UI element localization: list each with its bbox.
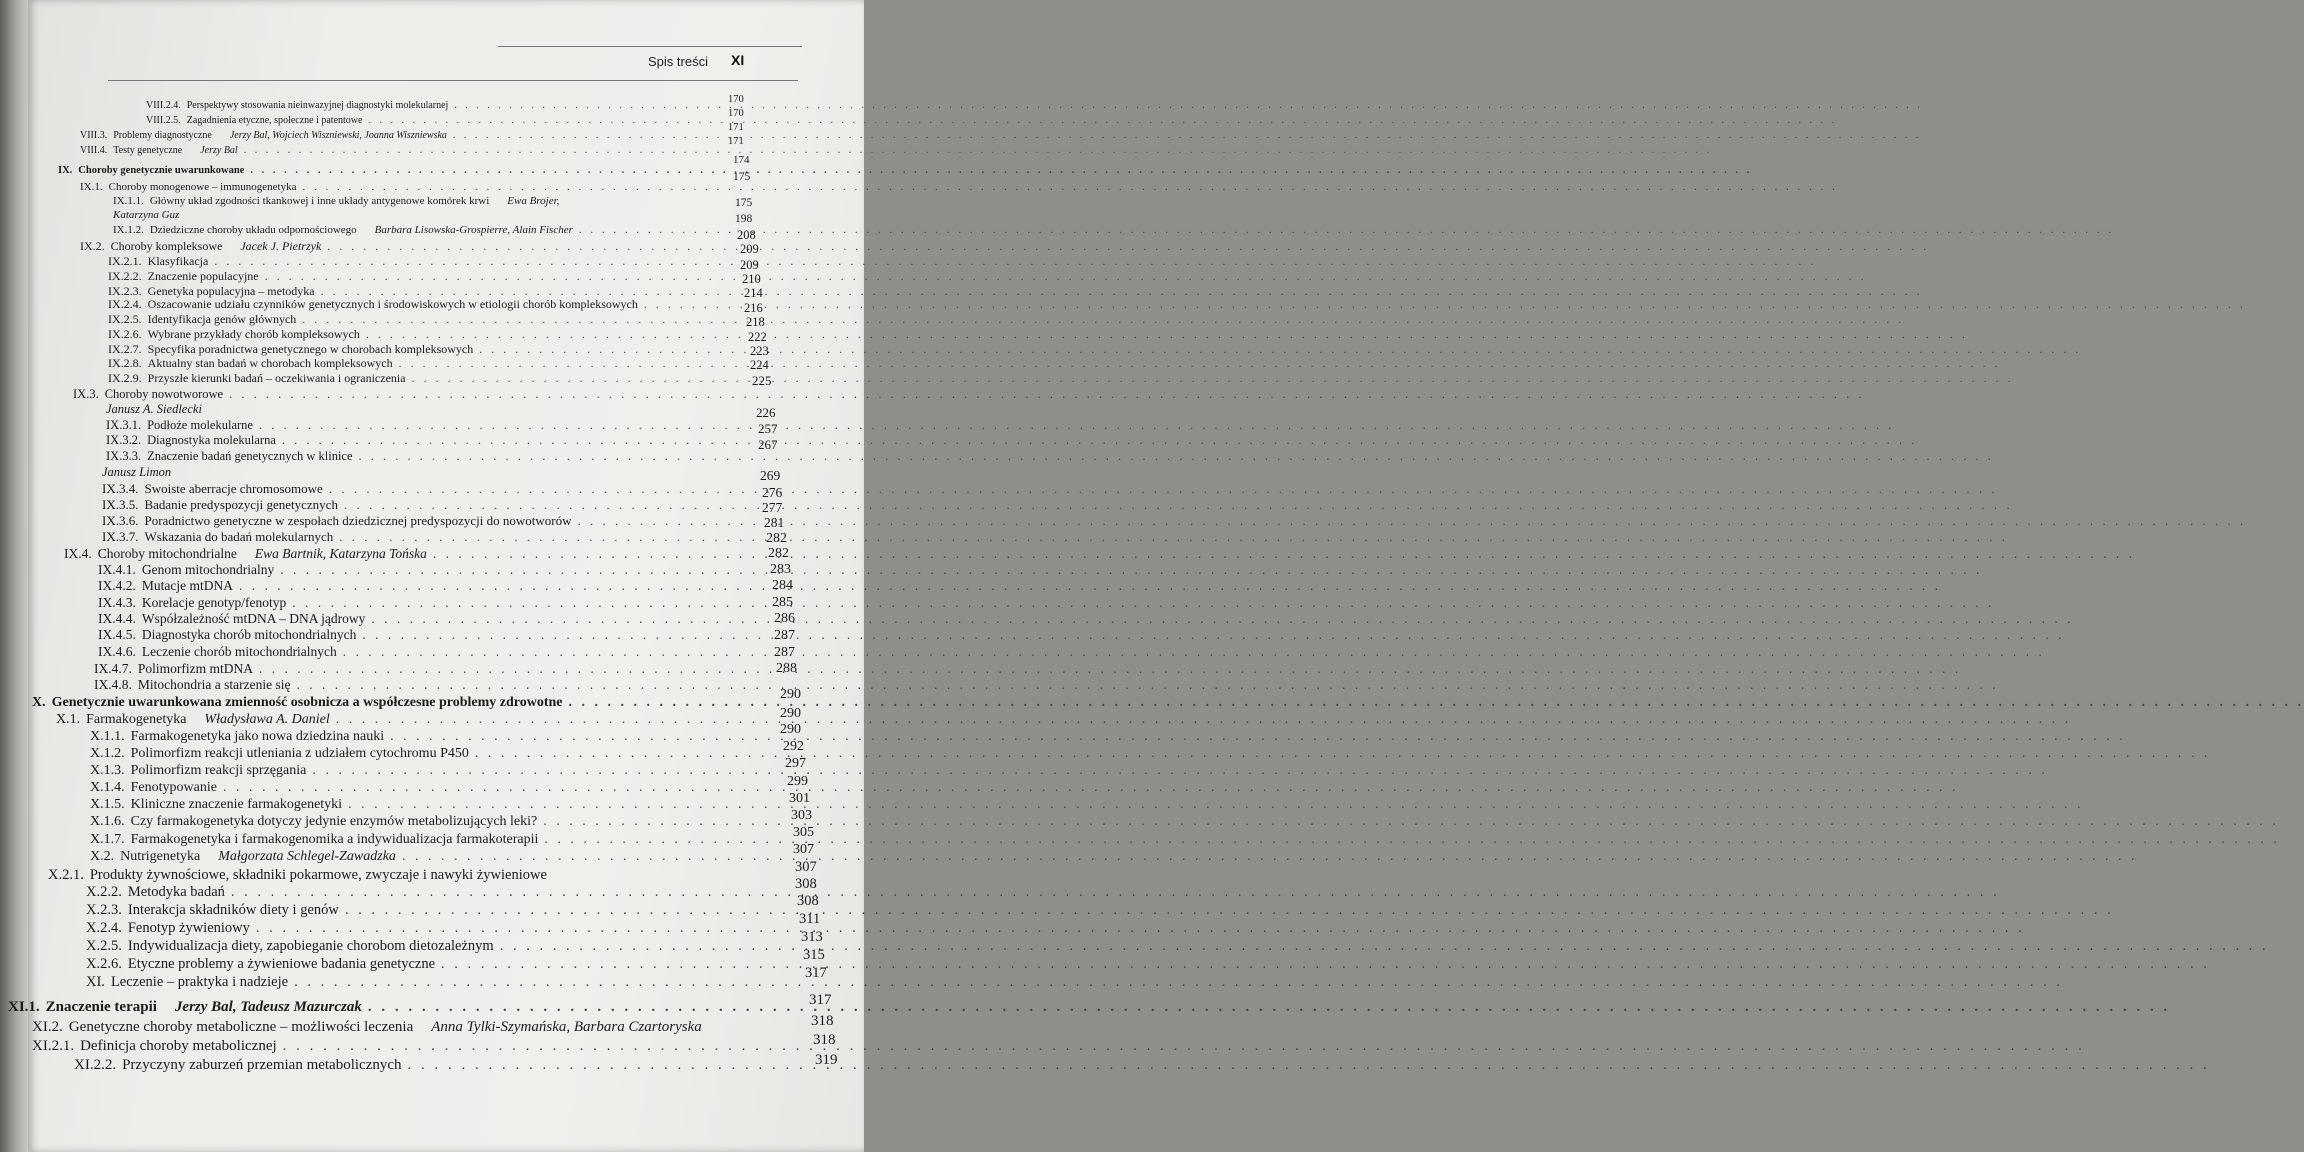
toc-entry-title: Nutrigenetyka [120, 849, 201, 864]
toc-entry-number: IX.2.7. [108, 342, 142, 356]
toc-entry-number: IX.4.2. [98, 578, 136, 593]
toc-entry-number: X.2.4. [86, 920, 122, 936]
toc-entry-number: IX.4.3. [98, 595, 136, 610]
toc-entry-title: Klasyfikacja [147, 254, 209, 268]
toc-leader-dots [339, 530, 2008, 543]
toc-entry-title: Znaczenie badań genetycznych w klinice [147, 449, 353, 463]
toc-entry-number: XI.2.1. [32, 1038, 75, 1054]
toc-entry [86, 939, 784, 954]
toc-entry-author: Anna Tylki-Szymańska, Barbara Czartoryska [431, 1019, 702, 1035]
toc-entry-title: Produkty żywnościowe, składniki pokarmowe, zwyczaje i nawyki żywieniowe [89, 867, 547, 883]
toc-entry [73, 388, 258, 401]
toc-entry-title: Oszacowanie udziału czynników genetycznych i środowiskowych w etiologii chorób kompleksowych [147, 297, 638, 311]
toc-entry [32, 696, 763, 710]
toc-leader-dots [500, 939, 2269, 954]
toc-entry-author: Katarzyna Guz [113, 209, 180, 221]
toc-leader-dots [244, 146, 1713, 156]
toc-entry-author: Barbara Lisowska-Grospierre, Alain Fischer [374, 224, 573, 236]
toc-entry-page: 311 [799, 911, 821, 927]
toc-entry [113, 225, 718, 236]
toc-entry-page: 317 [809, 992, 832, 1008]
toc-leader-dots [294, 975, 2063, 990]
toc-entry [32, 1019, 702, 1035]
toc-entry-page: 223 [750, 344, 769, 358]
toc-entry-page: 308 [797, 893, 819, 909]
toc-entry [56, 713, 378, 727]
toc-entry-page: 290 [780, 706, 801, 721]
running-header-page-number: XI [731, 52, 745, 68]
toc-entry-page: 307 [793, 842, 814, 857]
toc-entry-author: Jerzy Bal, Tadeusz Mazurczak [174, 999, 362, 1015]
toc-entry [98, 596, 750, 610]
toc-entry-title: Indywidualizacja diety, zapobieganie chorobom dietozależnym [127, 938, 494, 954]
toc-entry-title: Genetyczne choroby metaboliczne – możliwości leczenia [68, 1019, 414, 1035]
toc-entry [102, 530, 744, 543]
toc-entry-number: XI.2. [32, 1019, 63, 1035]
toc-entry-page: 170 [728, 94, 744, 105]
toc-leader-dots [568, 696, 2304, 710]
toc-entry-title: Problemy diagnostyczne [113, 130, 212, 141]
toc-entry-title: Etyczne problemy a żywieniowe badania genetyczne [127, 956, 436, 972]
toc-entry-author: Małgorzata Schlegel-Zawadzka [218, 849, 396, 864]
toc-leader-dots [412, 372, 2014, 384]
toc-entry [90, 833, 774, 847]
toc-entry-page: 209 [740, 258, 759, 272]
toc-leader-dots [292, 596, 1994, 610]
toc-entry [108, 343, 733, 355]
toc-entry-page: 170 [728, 108, 744, 119]
toc-entry [102, 498, 742, 511]
toc-entry [48, 867, 547, 883]
toc-entry [86, 957, 786, 972]
toc-entry-page: 224 [750, 358, 769, 372]
toc-entry-author: Władysława A. Daniel [204, 712, 330, 727]
toc-entry-title: Aktualny stan badań w chorobach kompleksowych [147, 356, 393, 370]
toc-entry [102, 466, 258, 479]
toc-entry-page: 175 [735, 197, 753, 209]
toc-entry-number: IX.2.3. [108, 284, 142, 298]
toc-entry-number: IX.4.8. [94, 677, 132, 692]
toc-leader-dots [296, 678, 1998, 692]
toc-entry-page: 315 [803, 947, 825, 963]
toc-entry [90, 747, 770, 761]
toc-entry-number: X.2.1. [48, 867, 84, 883]
toc-entry-number: IX.1. [80, 181, 103, 193]
toc-leader-dots [362, 628, 2064, 642]
toc-entry [108, 328, 733, 340]
toc-entry-number: VIII.2.5. [146, 115, 181, 126]
toc-leader-dots [321, 285, 1923, 297]
toc-leader-dots [214, 255, 1816, 267]
toc-entry-title: Polimorfizm mtDNA [137, 661, 253, 676]
toc-entry-title: Diagnostyka molekularna [147, 433, 276, 447]
toc-entry-page: 208 [737, 228, 756, 242]
toc-entry-number: IX.3.3. [106, 449, 142, 463]
toc-leader-dots [368, 116, 1837, 126]
toc-entry-title: Definicja choroby metabolicznej [80, 1038, 277, 1054]
toc-entry-page: 216 [744, 301, 763, 315]
toc-entry-title: Choroby nowotworowe [104, 387, 224, 401]
toc-leader-dots [454, 101, 1923, 111]
toc-entry-number: VIII.2.4. [146, 100, 181, 111]
book-page [8, 0, 864, 1152]
toc-entry-number: X.1.5. [90, 797, 125, 812]
toc-entry [86, 975, 786, 990]
toc-entry-title: Główny układ zgodności tkankowej i inne układy antygenowe komórek krwi [149, 195, 490, 207]
toc-entry-title: Przyczyny zaburzeń przemian metabolicznych [122, 1057, 402, 1073]
toc-leader-dots [579, 225, 2114, 236]
toc-entry [98, 612, 752, 626]
toc-entry-title: Znaczenie populacyjne [147, 269, 259, 283]
toc-entry [64, 547, 748, 561]
toc-entry-author: Ewa Bartnik, Katarzyna Tońska [254, 546, 427, 561]
toc-entry [74, 1058, 812, 1073]
toc-entry-title: Wybrane przykłady chorób kompleksowych [147, 327, 360, 341]
toc-entry [108, 372, 738, 384]
toc-entry-page: 299 [787, 774, 808, 789]
toc-entry-title: Testy genetyczne [113, 145, 183, 156]
toc-entry [108, 270, 728, 282]
toc-entry-page: 297 [785, 756, 806, 771]
running-header-section: Spis treści [648, 54, 708, 69]
toc-entry-number: X.2.5. [86, 938, 122, 954]
toc-entry-title: Choroby mitochondrialne [97, 546, 237, 561]
toc-entry [113, 196, 718, 207]
toc-leader-dots [303, 182, 1838, 193]
toc-entry-page: 214 [744, 286, 763, 300]
toc-entry-number: IX.4.6. [98, 644, 136, 659]
toc-entry-page: 286 [774, 611, 795, 626]
toc-leader-dots [348, 798, 2084, 812]
toc-leader-dots [239, 579, 1941, 593]
toc-entry-number: VIII.4. [80, 145, 108, 156]
toc-entry-number: IX.2. [80, 239, 105, 253]
toc-leader-dots [229, 388, 1864, 401]
toc-entry [90, 764, 770, 778]
toc-entry-title: Mitochondria a starzenie się [137, 677, 291, 692]
toc-entry-number: IX.4. [64, 546, 92, 561]
toc-entry-page: 269 [760, 468, 781, 483]
toc-leader-dots [399, 357, 2001, 369]
toc-entry-title: Kliniczne znaczenie farmakogenetyki [130, 797, 343, 812]
toc-entry-page: 319 [815, 1052, 838, 1068]
toc-entry [94, 678, 754, 692]
toc-entry-page: 303 [791, 808, 812, 823]
toc-entry-page: 282 [766, 531, 787, 546]
toc-entry-title: Interakcja składników diety i genów [127, 902, 339, 918]
toc-entry [108, 313, 733, 325]
toc-entry-title: Znaczenie terapii [45, 999, 157, 1015]
toc-leader-dots [343, 645, 2045, 659]
toc-entry [58, 166, 718, 177]
toc-entry-page: 287 [774, 628, 795, 643]
toc-entry-author: Jacek J. Pietrzyk [240, 239, 322, 253]
toc-entry-number: XI.2.2. [74, 1057, 117, 1073]
table-of-contents [8, 0, 864, 1152]
toc-leader-dots [644, 298, 2246, 310]
toc-leader-dots [453, 131, 1922, 141]
toc-entry-title: Specyfika poradnictwa genetycznego w chorobach kompleksowych [147, 342, 474, 356]
toc-entry-title: Podłoże molekularne [147, 418, 253, 432]
toc-entry-page: 218 [746, 315, 765, 329]
toc-entry-page: 317 [805, 965, 827, 981]
toc-entry-number: X.2.6. [86, 956, 122, 972]
toc-entry-number: X.1.2. [90, 746, 125, 761]
toc-entry [106, 434, 740, 447]
toc-entry-title: Współzależność mtDNA – DNA jądrowy [141, 611, 366, 626]
toc-entry [146, 101, 588, 111]
toc-entry-page: 209 [740, 242, 759, 256]
adjacent-page-edge [0, 0, 28, 1152]
toc-entry-page: 277 [762, 500, 783, 515]
toc-entry-number: IX.3.6. [102, 513, 139, 528]
toc-entry-author: Ewa Brojer, [507, 195, 560, 207]
toc-leader-dots [265, 270, 1867, 282]
toc-entry-title: Wskazania do badań molekularnych [144, 529, 334, 544]
toc-entry-page: 276 [762, 485, 783, 500]
toc-entry-number: X.2. [90, 849, 115, 864]
toc-entry-page: 226 [756, 405, 776, 420]
toc-entry-number: X.1.4. [90, 780, 125, 795]
toc-entry-page: 318 [813, 1032, 836, 1048]
toc-entry-number: IX.2.5. [108, 312, 142, 326]
toc-leader-dots [368, 1000, 2170, 1015]
toc-entry-title: Poradnictwo genetyczne w zespołach dziedzicznej predyspozycji do nowotworów [144, 513, 572, 528]
toc-leader-dots [408, 1058, 2210, 1073]
toc-entry-number: IX.3.4. [102, 481, 139, 496]
toc-leader-dots [402, 850, 2138, 864]
toc-leader-dots [282, 434, 1917, 447]
toc-entry-page: 171 [728, 136, 744, 147]
toc-entry-page: 284 [772, 578, 793, 593]
toc-entry-title: Mutacje mtDNA [141, 578, 233, 593]
toc-entry-author: Jerzy Bal [200, 145, 238, 156]
toc-entry-page: 210 [742, 272, 761, 286]
toc-entry-title: Leczenie chorób mitochondrialnych [141, 644, 337, 659]
toc-entry-title: Choroby kompleksowe [110, 239, 223, 253]
toc-entry [86, 903, 782, 918]
toc-entry-title: Diagnostyka chorób mitochondrialnych [141, 627, 357, 642]
toc-entry [146, 116, 458, 126]
toc-entry-title: Korelacje genotyp/fenotyp [141, 595, 287, 610]
toc-entry-number: IX.2.9. [108, 371, 142, 385]
toc-entry [86, 921, 782, 936]
toc-entry [94, 662, 754, 676]
toc-entry-title: Zagadnienia etyczne, społeczne i patentowe [186, 115, 363, 126]
toc-entry-title: Badanie predyspozycji genetycznych [144, 497, 338, 512]
toc-leader-dots [336, 713, 2072, 727]
toc-entry-page: 285 [772, 595, 793, 610]
toc-entry-page: 171 [728, 122, 744, 133]
toc-entry [98, 645, 752, 659]
toc-entry-number: IX.2.4. [108, 297, 142, 311]
toc-entry [108, 285, 728, 297]
toc-entry-number: X.1.1. [90, 729, 125, 744]
toc-entry-number: X.1.3. [90, 763, 125, 778]
toc-leader-dots [259, 662, 1961, 676]
toc-entry-number: X.1.7. [90, 832, 125, 847]
toc-leader-dots [479, 343, 2081, 355]
toc-entry-number: IX.2.2. [108, 269, 142, 283]
toc-entry-title: Metodyka badań [127, 884, 225, 900]
toc-entry-number: IX.2.6. [108, 327, 142, 341]
toc-entry-page: 318 [811, 1013, 834, 1029]
toc-entry [80, 131, 638, 141]
toc-entry-number: IX.4.4. [98, 611, 136, 626]
toc-leader-dots [329, 482, 1998, 495]
toc-leader-dots [231, 885, 2000, 900]
toc-leader-dots [433, 547, 2135, 561]
toc-entry-number: IX.2.1. [108, 254, 142, 268]
toc-leader-dots [344, 498, 2013, 511]
toc-entry-author: Janusz A. Siedlecki [106, 402, 202, 416]
toc-entry-number: IX.2.8. [108, 356, 142, 370]
toc-leader-dots [250, 166, 1752, 177]
toc-leader-dots [441, 957, 2210, 972]
toc-entry-number: IX.1.2. [113, 224, 144, 236]
toc-leader-dots [283, 1039, 2085, 1054]
toc-leader-dots [302, 313, 1904, 325]
toc-entry [102, 482, 742, 495]
toc-entry [90, 815, 774, 829]
toc-entry-number: IX.4.7. [94, 661, 132, 676]
toc-entry-number: XI. [86, 974, 105, 990]
toc-entry-author: Jerzy Bal, Wojciech Wiszniewski, Joanna Wiszniewska [229, 130, 447, 141]
toc-entry-page: 290 [780, 722, 801, 737]
toc-entry-title: Perspektywy stosowania nieinwazyjnej diagnostyki molekularnej [186, 100, 449, 111]
toc-entry [90, 781, 772, 795]
toc-entry [90, 730, 768, 744]
toc-entry-title: Polimorfizm reakcji sprzęgania [130, 763, 307, 778]
toc-leader-dots [390, 730, 2126, 744]
toc-entry-title: Identyfikacja genów głównych [147, 312, 297, 326]
toc-entry-title: Fenotyp żywieniowy [127, 920, 250, 936]
toc-entry-page: 301 [789, 791, 810, 806]
toc-entry-number: IX.4.1. [98, 562, 136, 577]
toc-entry-title: Genetycznie uwarunkowana zmienność osobnicza a współczesne problemy zdrowotne [51, 695, 563, 710]
toc-entry-title: Farmakogenetyka [86, 712, 187, 727]
toc-entry-title: Genetyka populacyjna – metodyka [147, 284, 315, 298]
toc-entry-title: Dziedziczne choroby układu odpornościowego [149, 224, 357, 236]
toc-leader-dots [578, 514, 2247, 527]
toc-leader-dots [223, 781, 1959, 795]
toc-entry [108, 357, 738, 369]
toc-entry [108, 255, 728, 267]
toc-entry-page: 290 [780, 687, 801, 702]
toc-entry-title: Swoiste aberracje chromosomowe [144, 481, 323, 496]
toc-leader-dots [359, 450, 1994, 463]
toc-entry [80, 182, 388, 193]
toc-leader-dots [366, 328, 1968, 340]
toc-entry [106, 450, 740, 463]
toc-entry [90, 850, 776, 864]
toc-entry-title: Choroby monogenowe – immunogenetyka [108, 181, 297, 193]
toc-entry-page: 292 [783, 739, 804, 754]
toc-entry-page: 308 [795, 876, 817, 892]
toc-entry-number: VIII.3. [80, 130, 108, 141]
toc-entry-author: Janusz Limon [102, 465, 172, 479]
toc-leader-dots [327, 240, 1929, 252]
toc-entry-title: Genom mitochondrialny [141, 562, 275, 577]
toc-entry-title: Farmakogenetyka i farmakogenomika a indywidualizacja farmakoterapii [130, 832, 539, 847]
toc-entry [86, 885, 780, 900]
toc-entry-page: 313 [801, 929, 823, 945]
toc-entry-page: 288 [776, 661, 797, 676]
toc-entry-title: Farmakogenetyka jako nowa dziedzina nauki [130, 729, 385, 744]
toc-entry-number: X. [32, 695, 46, 710]
toc-entry-page: 222 [748, 330, 767, 344]
toc-entry-page: 175 [733, 171, 751, 183]
toc-entry-page: 257 [758, 421, 778, 436]
toc-leader-dots [280, 563, 1982, 577]
toc-leader-dots [475, 747, 2211, 761]
toc-entry-page: 305 [793, 825, 814, 840]
toc-entry [80, 146, 358, 156]
toc-leader-dots [256, 921, 2025, 936]
toc-entry-title: Czy farmakogenetyka dotyczy jedynie enzymów metabolizujących leki? [130, 814, 538, 829]
toc-entry-page: 282 [768, 546, 789, 561]
toc-entry [32, 1039, 798, 1054]
toc-entry-number: X.2.3. [86, 902, 122, 918]
toc-entry [8, 1000, 788, 1015]
toc-entry-number: X.1.6. [90, 814, 125, 829]
toc-entry [98, 563, 750, 577]
toc-leader-dots [345, 903, 2114, 918]
toc-entry-number: X.1. [56, 712, 81, 727]
toc-entry-number: XI.1. [8, 999, 40, 1015]
toc-entry-number: IX.1.1. [113, 195, 144, 207]
toc-entry-title: Leczenie – praktyka i nadzieje [110, 974, 289, 990]
toc-entry [106, 419, 740, 432]
toc-entry [80, 240, 368, 252]
toc-leader-dots [371, 612, 2073, 626]
toc-entry-number: IX.3.2. [106, 433, 142, 447]
toc-entry-number: IX.3.7. [102, 529, 139, 544]
toc-entry-page: 198 [735, 213, 753, 225]
toc-entry [108, 298, 728, 310]
toc-entry-page: 267 [758, 437, 778, 452]
toc-entry-title: Choroby genetycznie uwarunkowane [78, 165, 245, 176]
toc-entry-number: X.2.2. [86, 884, 122, 900]
toc-entry-page: 225 [752, 373, 772, 388]
toc-leader-dots [259, 419, 1894, 432]
toc-entry [98, 628, 752, 642]
toc-entry-page: 287 [774, 645, 795, 660]
toc-entry-title: Fenotypowanie [130, 780, 217, 795]
toc-entry-number: IX.3.1. [106, 418, 142, 432]
toc-entry [98, 579, 750, 593]
toc-entry-number: IX. [58, 165, 73, 176]
toc-entry-number: IX.3. [73, 387, 99, 401]
toc-leader-dots [312, 764, 2048, 778]
toc-entry [102, 514, 744, 527]
toc-entry-title: Przyszłe kierunki badań – oczekiwania i ograniczenia [147, 371, 406, 385]
toc-entry [113, 210, 258, 221]
toc-entry [106, 403, 258, 416]
toc-entry-number: IX.3.5. [102, 497, 139, 512]
toc-entry-page: 174 [733, 154, 750, 166]
toc-entry-page: 283 [770, 562, 791, 577]
toc-entry [90, 798, 772, 812]
toc-entry-page: 281 [764, 515, 785, 530]
toc-entry-number: IX.4.5. [98, 627, 136, 642]
toc-entry-title: Polimorfizm reakcji utleniania z udziałem cytochromu P450 [130, 746, 469, 761]
toc-entry-page: 307 [795, 859, 817, 875]
